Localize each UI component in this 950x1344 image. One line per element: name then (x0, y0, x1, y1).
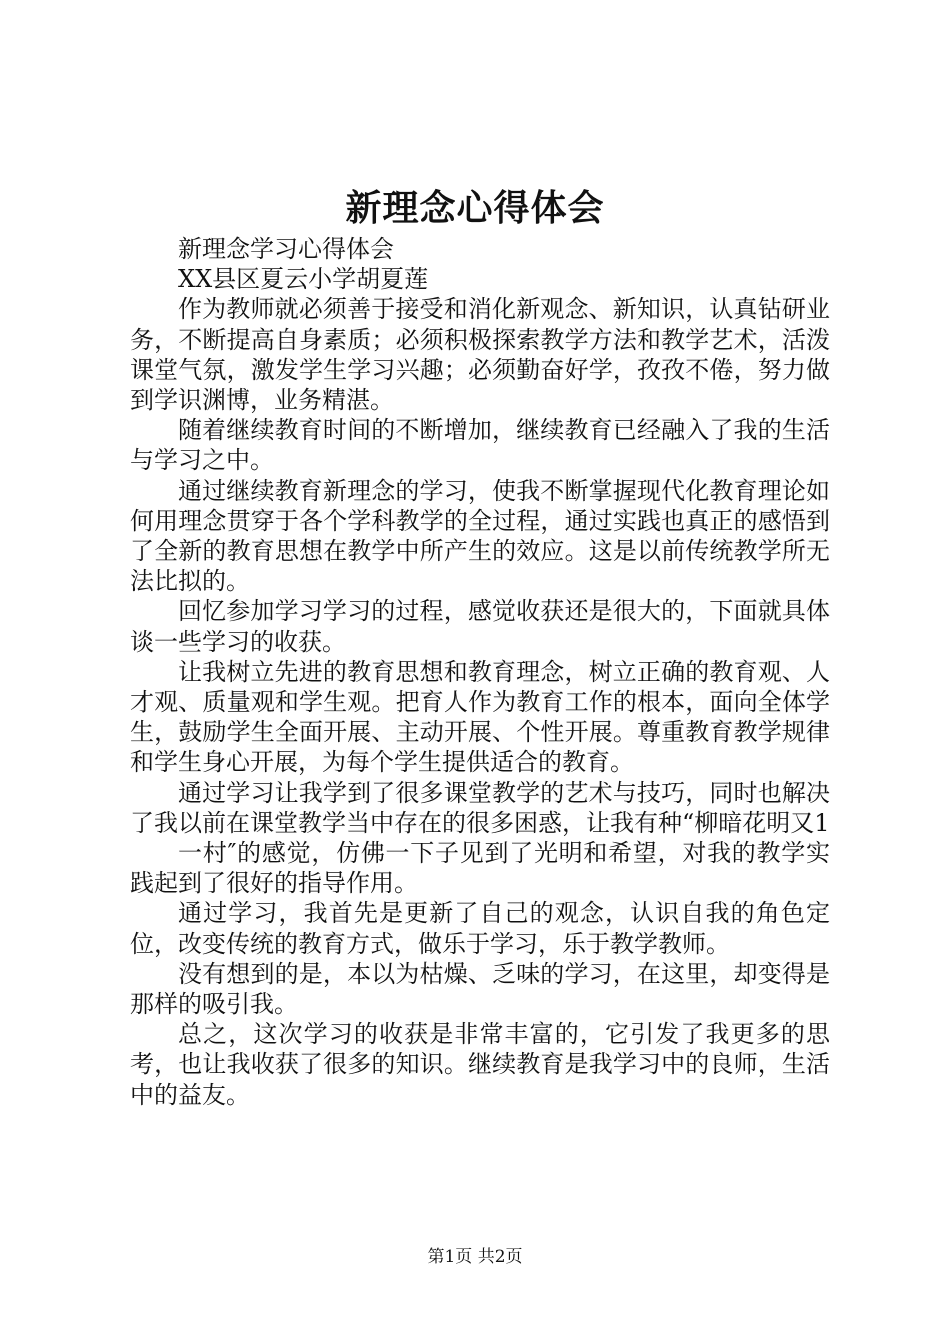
document-body (130, 234, 830, 1110)
paragraph: 没有想到的是，本以为枯燥、乏味的学习，在这里，却变得是那样的吸引我。 (130, 959, 830, 1019)
document-title: 新理念心得体会 (345, 187, 605, 229)
paragraph: 作为教师就必须善于接受和消化新观念、新知识，认真钻研业务，不断提高自身素质；必须积极探索教学方法和教学艺术，活泼课堂气氛，激发学生学习兴趣；必须勤奋好学，孜孜不倦，努力做到学识渊博，业务精湛。 (130, 295, 830, 415)
paragraph: 让我树立先进的教育思想和教育理念，树立正确的教育观、人才观、质量观和学生观。把育人作为教育工作的根本，面向全体学生，鼓励学生全面开展、主动开展、个性开展。尊重教育教学规律和学生身心开展，为每个学生提供适合的教育。 (130, 657, 830, 777)
paragraph-author: XX县区夏云小学胡夏莲 (178, 265, 429, 294)
page-number-footer: 第1页 共2页 (427, 1247, 523, 1267)
paragraph: 一村″的感觉，仿佛一下子见到了光明和希望，对我的教学实践起到了很好的指导作用。 (130, 839, 830, 898)
paragraph: 回忆参加学习学习的过程，感觉收获还是很大的，下面就具体谈一些学习的收获。 (130, 597, 830, 656)
paragraph: 总之，这次学习的收获是非常丰富的，它引发了我更多的思考，也让我收获了很多的知识。继续教育是我学习中的良师，生活中的益友。 (130, 1020, 830, 1109)
paragraph-subtitle: 新理念学习心得体会 (178, 235, 394, 263)
paragraph: 通过继续教育新理念的学习，使我不断掌握现代化教育理论如何用理念贯穿于各个学科教学的全过程，通过实践也真正的感悟到了全新的教育思想在教学中所产生的效应。这是以前传统教学所无法比拟的。 (130, 476, 830, 596)
paragraph: 通过学习，我首先是更新了自己的观念，认识自我的角色定位，改变传统的教育方式，做乐于学习，乐于教学教师。 (130, 899, 830, 958)
paragraph: 通过学习让我学到了很多课堂教学的艺术与技巧，同时也解决了我以前在课堂教学当中存在的很多困惑，让我有种“柳暗花明又1 (130, 778, 830, 837)
paragraph: 随着继续教育时间的不断增加，继续教育已经融入了我的生活与学习之中。 (130, 416, 830, 475)
